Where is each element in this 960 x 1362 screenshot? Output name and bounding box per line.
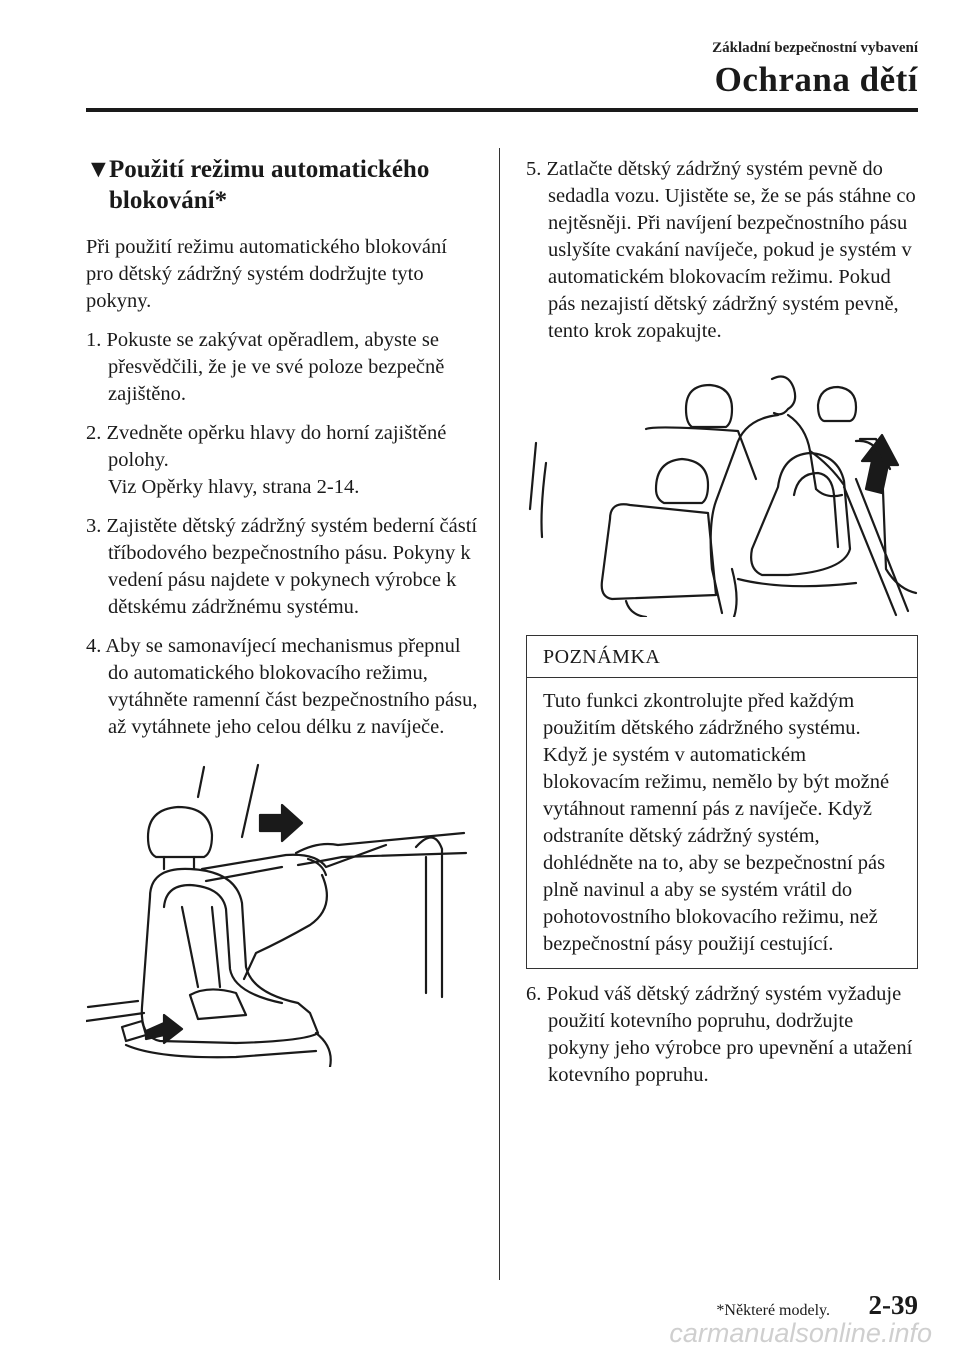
step-1: 1. Pokuste se zakývat opěradlem, abyste se přesvědčili, že je ve své poloze bezpečně zajištěno. [86,329,445,405]
watermark: carmanualsonline.info [669,1318,932,1348]
step-4: 4. Aby se samonavíjecí mechanismus přepnul do automatického blokovacího režimu, vytáhněte ramenní část bezpečnostního pásu, až vytáhnete jeho celou délku z navíječe. [86,635,478,738]
note-title: POZNÁMKA [527,636,917,678]
step-6: 6. Pokud váš dětský zádržný systém vyžaduje použití kotevního popruhu, dodržujte pokyny jeho výrobce pro upevnění a utažení kotevního popruhu. [526,983,913,1086]
header-section-label: Základní bezpečnostní vybavení [712,40,918,56]
intro-paragraph: Při použití režimu automatického blokování pro dětský zádržný systém dodržujte tyto pokyny. [86,236,447,312]
header-rule [86,108,918,112]
section-heading [86,154,478,216]
child-seat-belt-pull-illustration [86,757,478,1067]
left-column [86,154,478,1067]
step-2-reference: Viz Opěrky hlavy, strana 2-14. [108,476,360,498]
step-2 [86,420,478,501]
note-box [526,635,918,969]
step-2-text: 2. Zvedněte opěrku hlavy do horní zajištěné polohy. [86,422,447,471]
step-3: 3. Zajistěte dětský zádržný systém bederní částí tříbodového bezpečnostního pásu. Pokyny k vedení pásu najdete v pokynech výrobce k dětskému zádržnému systému. [86,515,478,618]
triangle-marker-icon: ▼ [86,156,111,183]
footer-footnote: *Některé modely. [716,1302,830,1319]
page-title: Ochrana dětí [714,60,918,99]
right-column [526,156,918,1101]
page-number: 2-39 [868,1290,918,1320]
child-seat-push-illustration [526,369,918,617]
step-5: 5. Zatlačte dětský zádržný systém pevně do sedadla vozu. Ujistěte se, že se pás stáhne co nejtěsněji. Při navíjení bezpečnostního pásu uslyšíte cvakání navíječe, pokud je systém v automatickém blokovacím režimu. Pokud pás nezajistí dětský zádržný systém pevně, tento krok zopakujte. [526,158,916,342]
section-heading-text: Použití režimu automatického blokování* [109,156,430,214]
column-divider [499,148,500,1280]
note-body: Tuto funkci zkontrolujte před každým použitím dětského zádržného systému. Když je systém v automatickém blokovacím režimu, nemělo by být možné vytáhnout ramenní pás z navíječe. Když odstraníte dětský zádržný systém, dohlédněte na to, aby se bezpečnostní pás plně navinul a aby se systém vrátil do pohotovostního blokovacího režimu, než bezpečnostní pásy použijí cestující. [543,690,890,955]
